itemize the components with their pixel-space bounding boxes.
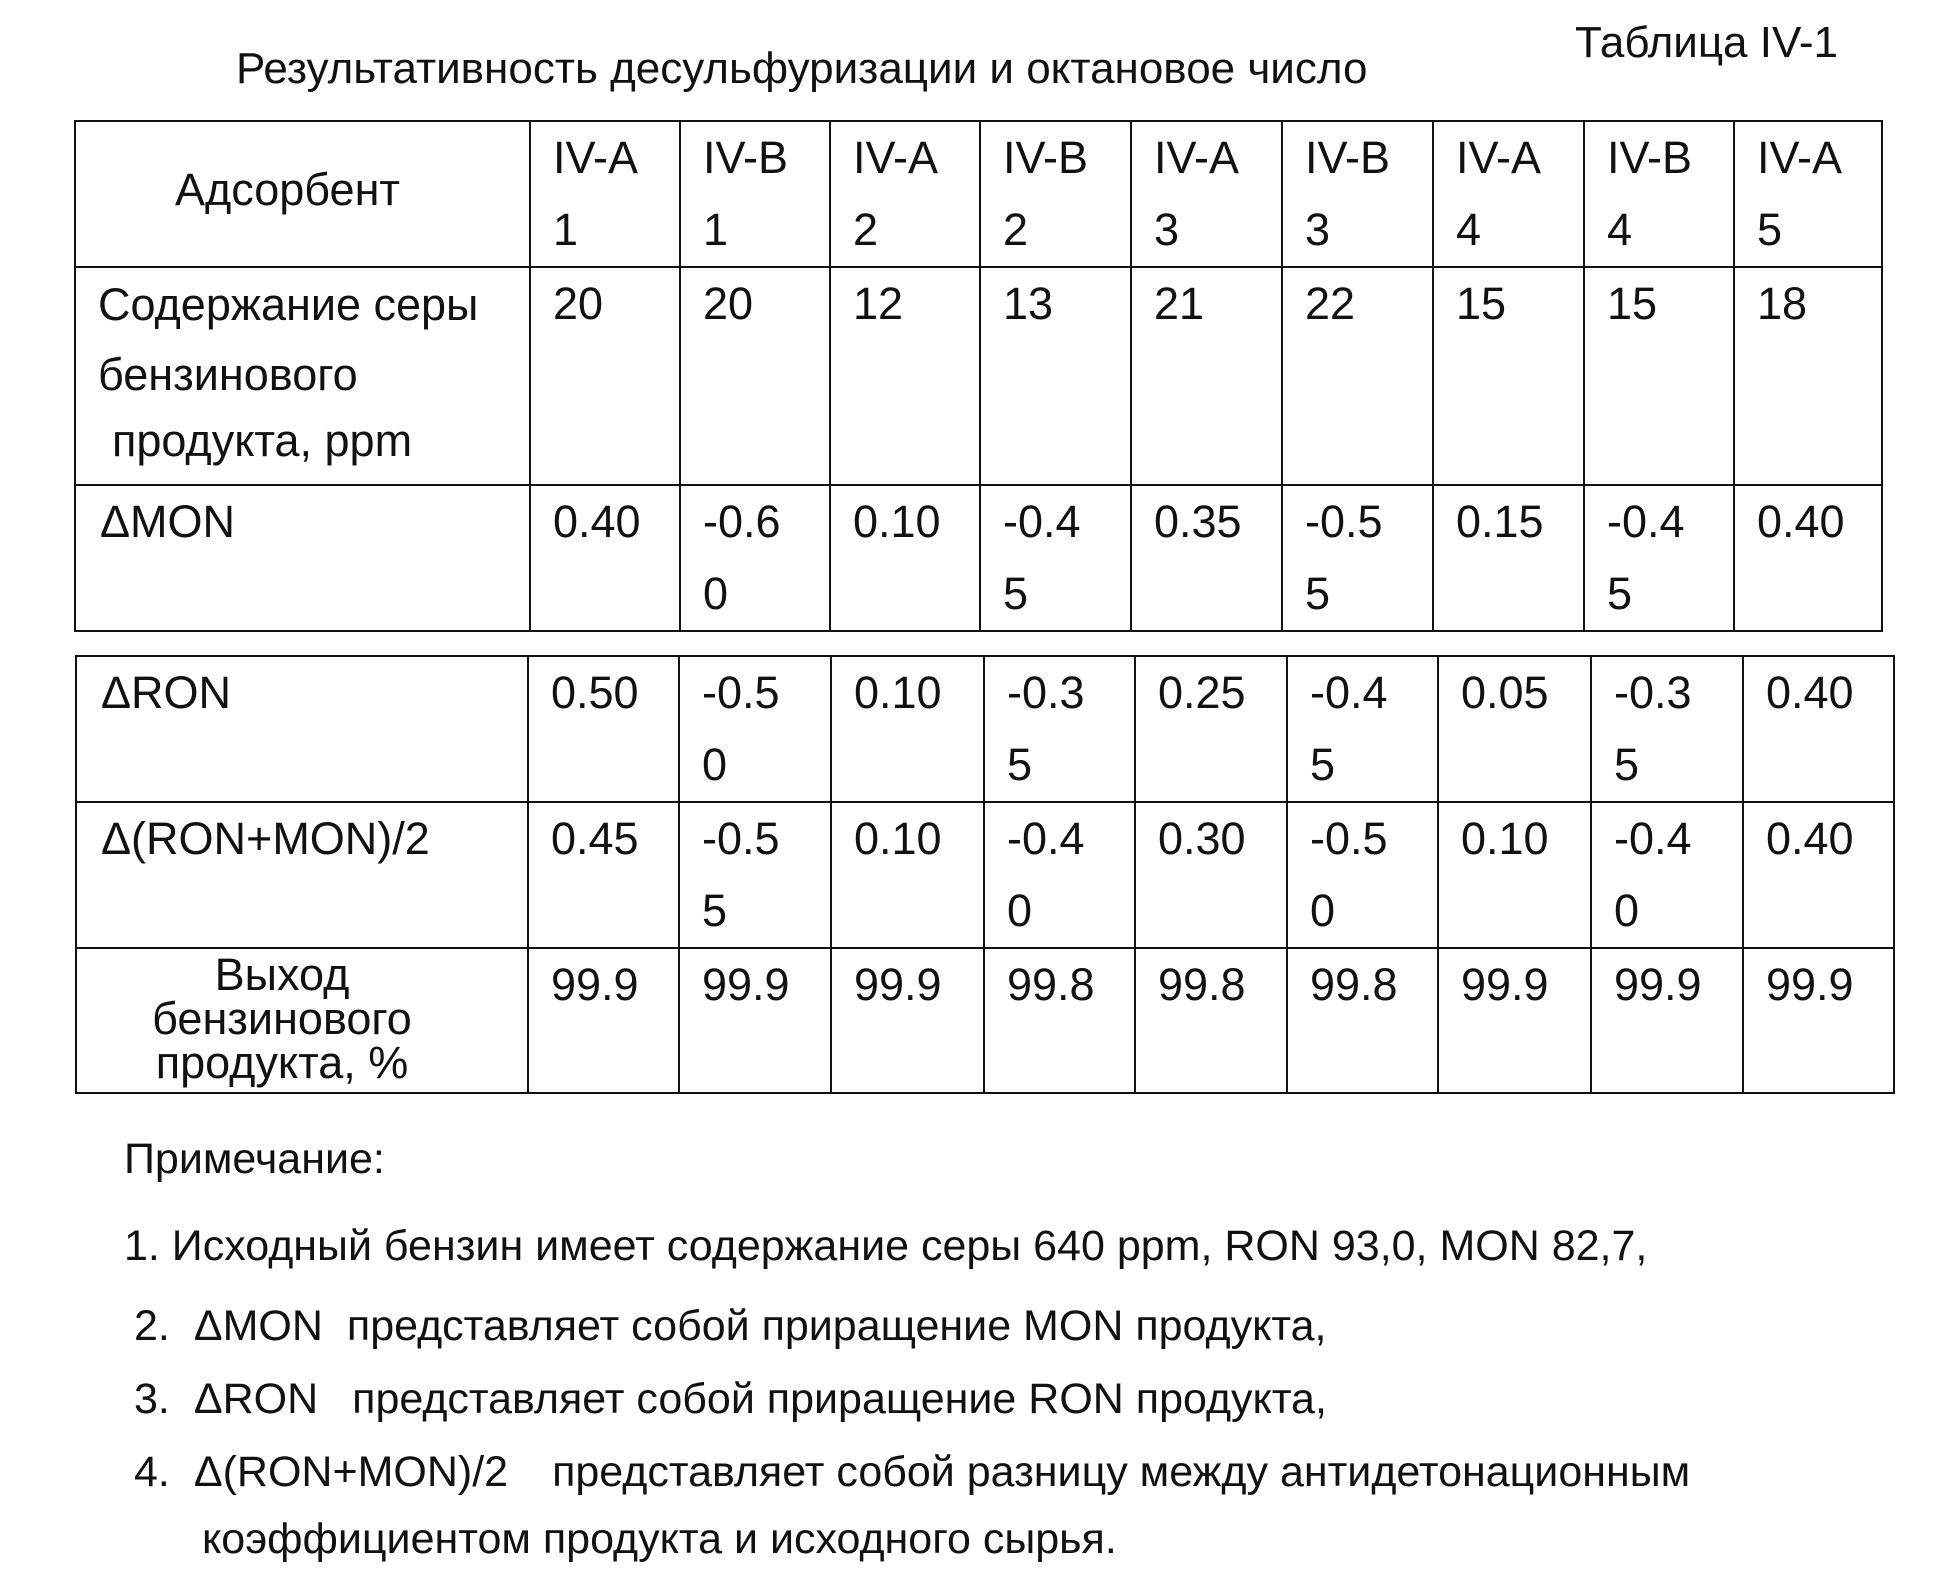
sulfur-label-cell bbox=[75, 267, 530, 485]
sulfur-label-line: Содержание серы bbox=[98, 279, 479, 330]
yield-value-text: 99.9 bbox=[1461, 959, 1549, 1010]
ron-value-text: 0.05 bbox=[1461, 667, 1549, 718]
sulfur-value-text: 20 bbox=[703, 278, 754, 329]
avg-value bbox=[1287, 802, 1438, 948]
header-col-name: IV-B bbox=[1305, 132, 1391, 183]
sulfur-value bbox=[1584, 267, 1734, 485]
sulfur-label-line: бензинового bbox=[98, 349, 358, 400]
avg-value-text: 0.10 bbox=[854, 813, 942, 864]
yield-value bbox=[984, 948, 1135, 1093]
yield-value-text: 99.9 bbox=[1766, 959, 1854, 1010]
note-4 bbox=[134, 1448, 1690, 1497]
mon-value-text: -0.45 bbox=[1003, 496, 1081, 619]
yield-value bbox=[1438, 948, 1591, 1093]
header-col-number: 3 bbox=[1154, 204, 1180, 255]
avg-value bbox=[984, 802, 1135, 948]
avg-value bbox=[1438, 802, 1591, 948]
ron-value-text: 0.25 bbox=[1158, 667, 1246, 718]
avg-value bbox=[1135, 802, 1287, 948]
mon-value-text: -0.55 bbox=[1305, 496, 1383, 619]
ron-value bbox=[1135, 656, 1287, 802]
yield-value-text: 99.9 bbox=[854, 959, 942, 1010]
ron-row bbox=[76, 656, 1894, 802]
mon-row bbox=[75, 485, 1882, 631]
note-4-continuation: коэффициентом продукта и исходного сырья. bbox=[202, 1515, 1117, 1563]
ron-value bbox=[528, 656, 679, 802]
mon-value bbox=[1282, 485, 1433, 631]
header-cell bbox=[1734, 121, 1882, 267]
header-cell bbox=[830, 121, 980, 267]
mon-value-text: 0.35 bbox=[1154, 496, 1242, 547]
yield-label-cell bbox=[76, 948, 528, 1093]
note-2-number: 2. bbox=[134, 1302, 170, 1350]
sulfur-value bbox=[830, 267, 980, 485]
yield-value-text: 99.8 bbox=[1158, 959, 1246, 1010]
note-4-text: представляет собой разницу между антидетонационным bbox=[552, 1448, 1691, 1496]
header-cell bbox=[1584, 121, 1734, 267]
header-col-number: 4 bbox=[1607, 204, 1633, 255]
ron-value bbox=[1287, 656, 1438, 802]
note-4-symbol: Δ(RON+MON)/2 bbox=[193, 1448, 509, 1496]
yield-label-line: продукта, % bbox=[155, 1037, 409, 1088]
results-table-bottom bbox=[75, 655, 1895, 1094]
yield-value-text: 99.9 bbox=[551, 959, 639, 1010]
note-4-number: 4. bbox=[134, 1448, 170, 1496]
sulfur-value bbox=[680, 267, 830, 485]
mon-value-text: 0.40 bbox=[553, 496, 641, 547]
ron-value bbox=[679, 656, 831, 802]
header-cell bbox=[1131, 121, 1282, 267]
mon-value bbox=[1131, 485, 1282, 631]
yield-value bbox=[1287, 948, 1438, 1093]
header-label-cell bbox=[75, 121, 530, 267]
header-cell bbox=[1282, 121, 1433, 267]
yield-value-text: 99.9 bbox=[1614, 959, 1702, 1010]
avg-value-text: 0.10 bbox=[1461, 813, 1549, 864]
table-title: Результативность десульфуризации и октановое число bbox=[236, 44, 1368, 93]
avg-label-cell bbox=[76, 802, 528, 948]
yield-value-text: 99.9 bbox=[702, 959, 790, 1010]
yield-label-line: Выход bbox=[214, 949, 350, 1000]
sulfur-value-text: 22 bbox=[1305, 278, 1356, 329]
header-label: Адсорбент bbox=[174, 164, 401, 215]
yield-value bbox=[679, 948, 831, 1093]
note-2 bbox=[134, 1302, 1326, 1351]
sulfur-value-text: 21 bbox=[1154, 278, 1205, 329]
sulfur-value bbox=[530, 267, 680, 485]
header-cell bbox=[1433, 121, 1584, 267]
sulfur-value-text: 20 bbox=[553, 278, 604, 329]
header-col-number: 1 bbox=[553, 204, 579, 255]
avg-value bbox=[528, 802, 679, 948]
avg-value-text: 0.40 bbox=[1766, 813, 1854, 864]
yield-value bbox=[528, 948, 679, 1093]
ron-value-text: 0.50 bbox=[551, 667, 639, 718]
header-col-name: IV-B bbox=[703, 132, 789, 183]
mon-label: ΔMON bbox=[100, 496, 236, 547]
sulfur-value-text: 12 bbox=[853, 278, 904, 329]
ron-value-text: -0.50 bbox=[702, 667, 780, 790]
mon-value-text: 0.15 bbox=[1456, 496, 1544, 547]
header-row bbox=[75, 121, 1882, 267]
yield-label-line: бензинового bbox=[152, 993, 412, 1044]
avg-value bbox=[1591, 802, 1743, 948]
header-col-name: IV-A bbox=[1757, 132, 1843, 183]
header-col-number: 3 bbox=[1305, 204, 1331, 255]
ron-value bbox=[831, 656, 984, 802]
sulfur-value-text: 13 bbox=[1003, 278, 1054, 329]
avg-label: Δ(RON+MON)/2 bbox=[101, 813, 430, 864]
sulfur-row bbox=[75, 267, 1882, 485]
header-col-name: IV-B bbox=[1003, 132, 1089, 183]
note-3-text: представляет собой приращение RON продукта, bbox=[352, 1375, 1327, 1423]
header-col-number: 4 bbox=[1456, 204, 1482, 255]
avg-value-text: 0.45 bbox=[551, 813, 639, 864]
mon-value-text: 0.40 bbox=[1757, 496, 1845, 547]
sulfur-label-line: продукта, ppm bbox=[112, 415, 413, 466]
yield-value bbox=[1743, 948, 1894, 1093]
header-col-name: IV-A bbox=[1456, 132, 1542, 183]
yield-value bbox=[1135, 948, 1287, 1093]
ron-value bbox=[1743, 656, 1894, 802]
mon-value bbox=[1584, 485, 1734, 631]
mon-value bbox=[1433, 485, 1584, 631]
header-col-number: 2 bbox=[1003, 204, 1029, 255]
mon-value bbox=[1734, 485, 1882, 631]
header-col-name: IV-A bbox=[1154, 132, 1240, 183]
avg-value-text: 0.30 bbox=[1158, 813, 1246, 864]
header-col-name: IV-A bbox=[853, 132, 939, 183]
avg-value bbox=[831, 802, 984, 948]
ron-value-text: 0.10 bbox=[854, 667, 942, 718]
note-2-text: представляет собой приращение MON продукта, bbox=[346, 1302, 1327, 1350]
sulfur-value-text: 15 bbox=[1607, 278, 1658, 329]
ron-value-text: 0.40 bbox=[1766, 667, 1854, 718]
mon-value bbox=[680, 485, 830, 631]
ron-value-text: -0.45 bbox=[1310, 667, 1388, 790]
header-col-name: IV-B bbox=[1607, 132, 1693, 183]
header-cell bbox=[680, 121, 830, 267]
yield-value bbox=[1591, 948, 1743, 1093]
ron-value bbox=[984, 656, 1135, 802]
avg-value bbox=[1743, 802, 1894, 948]
mon-value bbox=[530, 485, 680, 631]
note-1: 1. Исходный бензин имеет содержание серы 640 ppm, RON 93,0, MON 82,7, bbox=[124, 1222, 1648, 1270]
mon-value-text: -0.60 bbox=[703, 496, 781, 619]
sulfur-value bbox=[1131, 267, 1282, 485]
avg-value-text: -0.50 bbox=[1310, 813, 1388, 936]
ron-label: ΔRON bbox=[101, 667, 232, 718]
ron-value-text: -0.35 bbox=[1614, 667, 1692, 790]
notes-title: Примечание: bbox=[124, 1135, 385, 1183]
results-table-top bbox=[74, 120, 1883, 632]
ron-value-text: -0.35 bbox=[1007, 667, 1085, 790]
header-col-number: 5 bbox=[1757, 204, 1783, 255]
mon-value-text: 0.10 bbox=[853, 496, 941, 547]
ron-value bbox=[1438, 656, 1591, 802]
mon-value bbox=[980, 485, 1131, 631]
sulfur-value bbox=[1282, 267, 1433, 485]
header-col-number: 2 bbox=[853, 204, 879, 255]
mon-value bbox=[830, 485, 980, 631]
mon-value-text: -0.45 bbox=[1607, 496, 1685, 619]
avg-value-text: -0.40 bbox=[1614, 813, 1692, 936]
ron-label-cell bbox=[76, 656, 528, 802]
ron-value bbox=[1591, 656, 1743, 802]
sulfur-value bbox=[980, 267, 1131, 485]
avg-value-text: -0.40 bbox=[1007, 813, 1085, 936]
header-col-name: IV-A bbox=[553, 132, 639, 183]
note-2-symbol: ΔMON bbox=[193, 1302, 323, 1350]
mon-label-cell bbox=[75, 485, 530, 631]
sulfur-value-text: 18 bbox=[1757, 278, 1808, 329]
yield-row bbox=[76, 948, 1894, 1093]
sulfur-value bbox=[1433, 267, 1584, 485]
header-cell bbox=[980, 121, 1131, 267]
note-3-symbol: ΔRON bbox=[193, 1375, 319, 1423]
avg-value bbox=[679, 802, 831, 948]
note-3 bbox=[134, 1375, 1327, 1424]
yield-value bbox=[831, 948, 984, 1093]
yield-value-text: 99.8 bbox=[1007, 959, 1095, 1010]
header-cell bbox=[530, 121, 680, 267]
note-3-number: 3. bbox=[134, 1375, 170, 1423]
sulfur-value-text: 15 bbox=[1456, 278, 1507, 329]
avg-row bbox=[76, 802, 1894, 948]
avg-value-text: -0.55 bbox=[702, 813, 780, 936]
yield-value-text: 99.8 bbox=[1310, 959, 1398, 1010]
sulfur-value bbox=[1734, 267, 1882, 485]
table-number-label: Таблица IV-1 bbox=[1575, 18, 1839, 67]
header-col-number: 1 bbox=[703, 204, 729, 255]
